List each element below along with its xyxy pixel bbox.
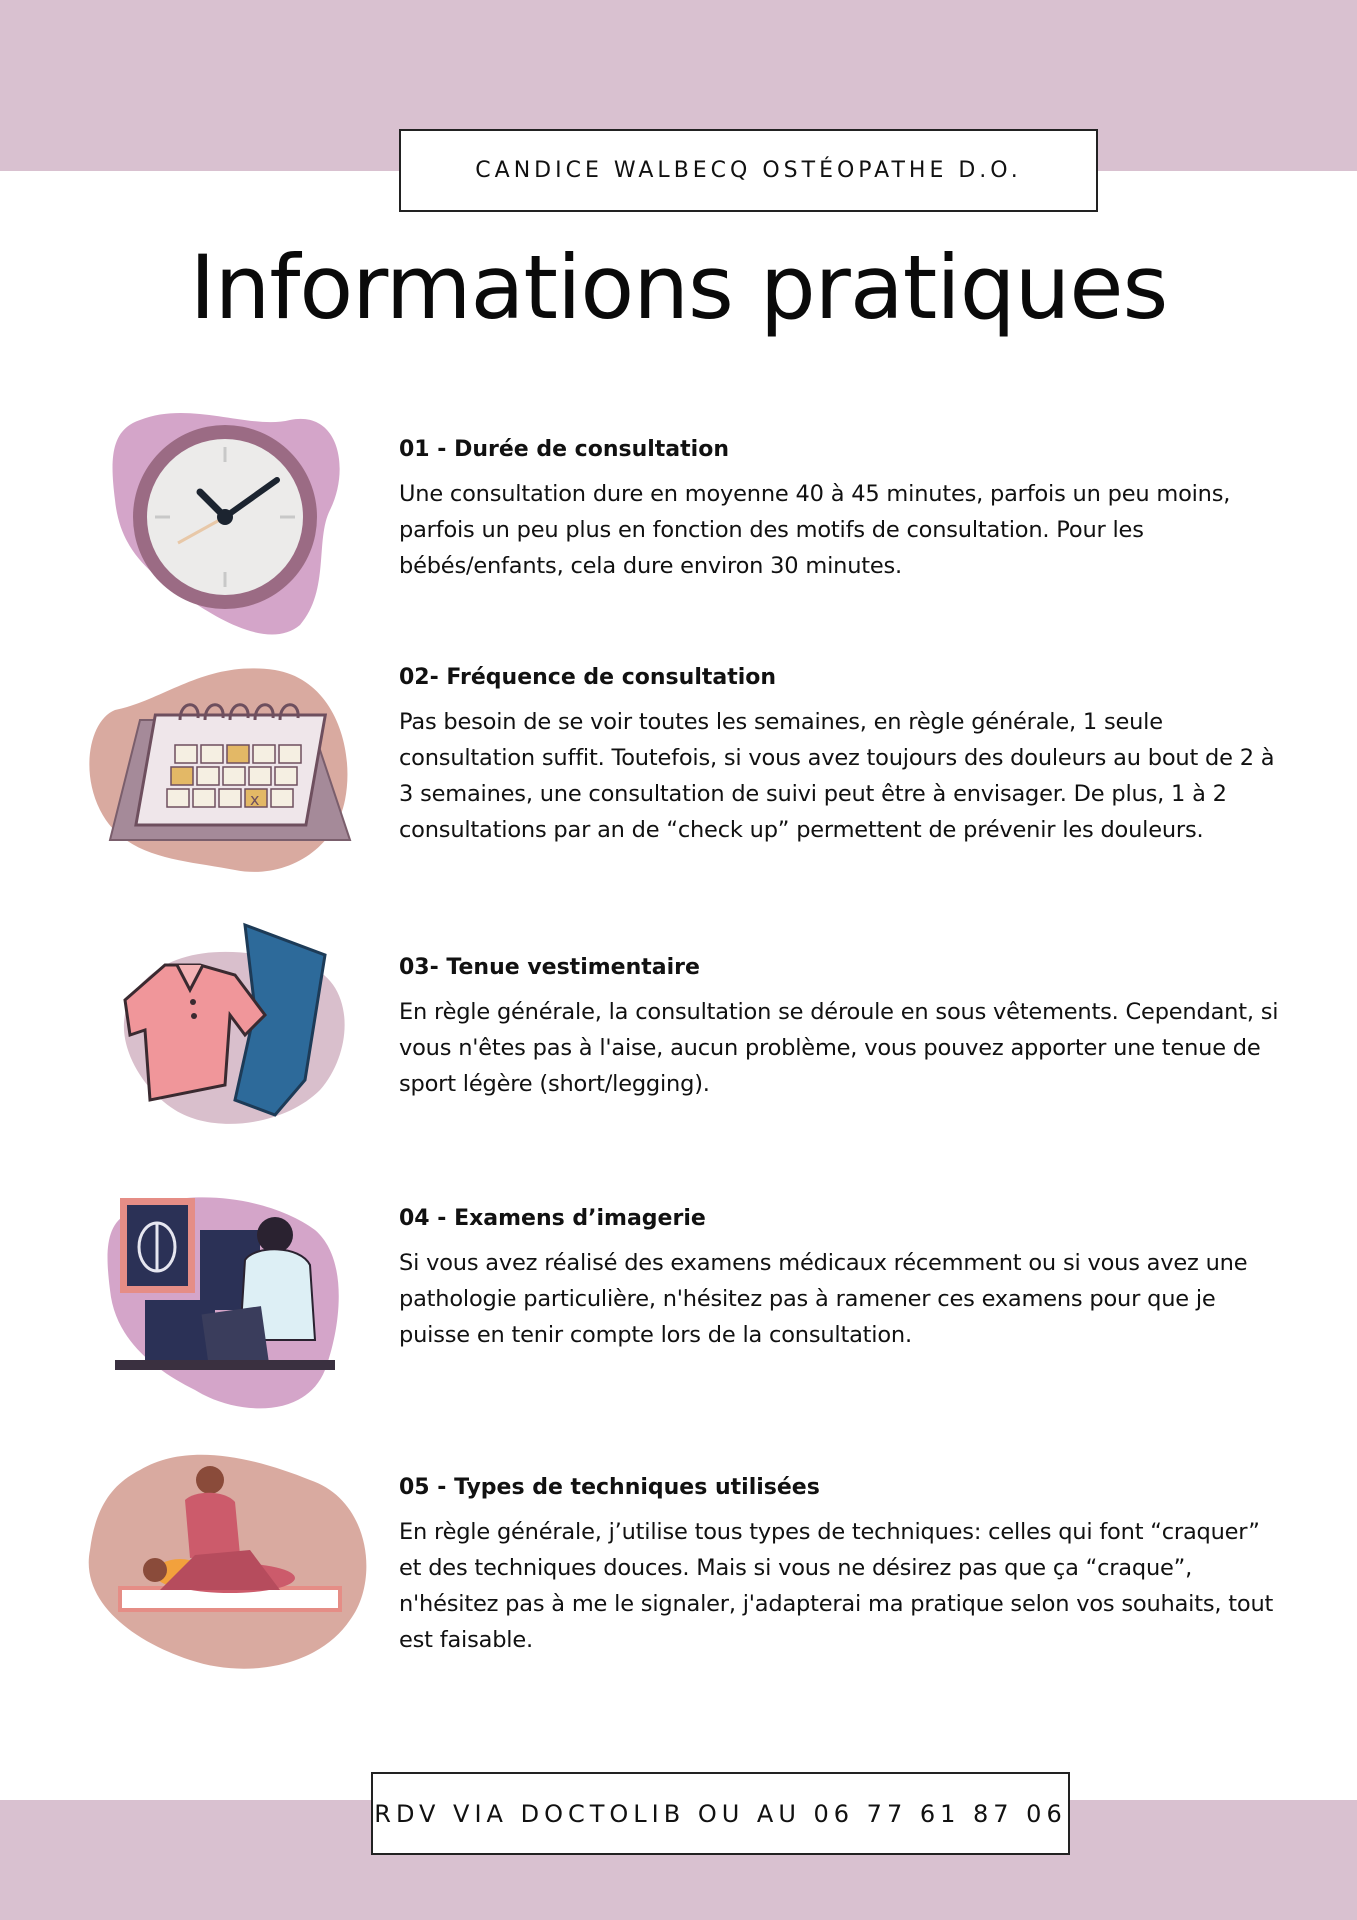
section-body: Pas besoin de se voir toutes les semaines, en règle générale, 1 seule consultation suffit. Toutefois, si vous avez toujours des douleurs au bout de 2 à 3 semaines, une consultation de suivi peut être à envisager. De plus, 1 à 2 consultations par an de “check up” permettent de prévenir les douleurs. (399, 709, 1275, 843)
clock-icon (100, 400, 360, 640)
section-techniques (399, 1475, 1279, 1658)
appointment-footer (371, 1772, 1070, 1855)
section-heading: 01 - Durée de consultation (399, 437, 729, 462)
section-body: En règle générale, j’utilise tous types de techniques: celles qui font “craquer” et des techniques douces. Mais si vous ne désirez pas que ça “craque”, n'hésitez pas à me le signaler, j'adapterai ma pratique selon vos souhaits, tout est faisable. (399, 1519, 1274, 1653)
section-heading: 03- Tenue vestimentaire (399, 955, 700, 980)
section-imaging (399, 1206, 1279, 1353)
osteopathy-treatment-icon (80, 1440, 380, 1680)
section-heading: 05 - Types de techniques utilisées (399, 1475, 820, 1500)
practitioner-header (399, 129, 1098, 212)
section-body: Si vous avez réalisé des examens médicaux récemment ou si vous avez une pathologie particulière, n'hésitez pas à ramener ces examens pour que je puisse en tenir compte lors de la consultation. (399, 1250, 1248, 1348)
calendar-icon (85, 660, 365, 885)
section-heading: 02- Fréquence de consultation (399, 665, 777, 690)
section-clothing (399, 955, 1279, 1102)
svg-text:x: x (250, 790, 260, 809)
section-heading: 04 - Examens d’imagerie (399, 1206, 706, 1231)
practitioner-name: CANDICE WALBECQ OSTÉOPATHE D.O. (475, 158, 1022, 183)
page-title: Informations pratiques (189, 236, 1168, 339)
xray-doctor-icon (105, 1190, 345, 1415)
clothes-icon (105, 920, 355, 1130)
section-body: En règle générale, la consultation se déroule en sous vêtements. Cependant, si vous n'êtes pas à l'aise, aucun problème, vous pouvez apporter une tenue de sport légère (short/legging). (399, 999, 1279, 1097)
section-duration (399, 437, 1279, 584)
section-frequency (399, 665, 1279, 848)
section-body: Une consultation dure en moyenne 40 à 45 minutes, parfois un peu moins, parfois un peu plus en fonction des motifs de consultation. Pour les bébés/enfants, cela dure environ 30 minutes. (399, 481, 1231, 579)
appointment-contact: RDV VIA DOCTOLIB OU AU 06 77 61 87 06 (374, 1799, 1067, 1828)
